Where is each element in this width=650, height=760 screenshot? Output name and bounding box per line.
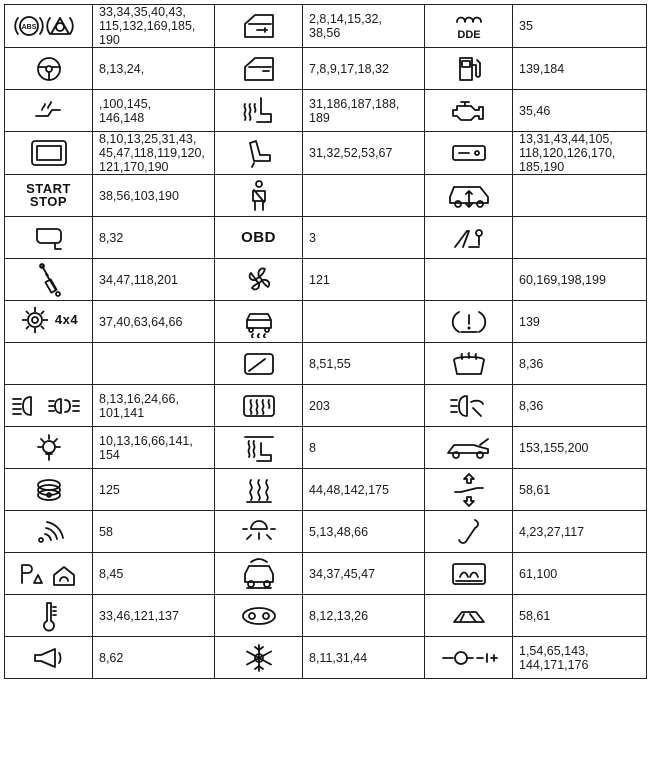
side-mirror-icon — [31, 223, 67, 253]
start-stop-label: START STOP — [26, 181, 71, 209]
symbol-cell — [5, 175, 93, 217]
symbol-cell — [5, 427, 93, 469]
light-bulb-icon — [33, 432, 65, 464]
fuse-numbers: 33,46,121,137 — [93, 595, 215, 637]
fuse-numbers: 153,155,200 — [513, 427, 647, 469]
symbol-cell — [5, 469, 93, 511]
table-row — [5, 469, 647, 511]
symbol-cell — [425, 385, 513, 427]
fuse-numbers — [303, 301, 425, 343]
fuse-numbers: 8 — [303, 427, 425, 469]
symbol-cell — [425, 259, 513, 301]
fuse-numbers: 203 — [303, 385, 425, 427]
thermometer-icon — [37, 599, 61, 633]
fuse-numbers: 31,186,187,188, 189 — [303, 90, 425, 132]
sunroof-tilt-icon — [449, 470, 489, 510]
fuse-numbers: 5,13,48,66 — [303, 511, 425, 553]
fuse-numbers: 8,12,13,26 — [303, 595, 425, 637]
fuse-numbers: 31,32,52,53,67 — [303, 132, 425, 175]
fuse-numbers: 8,13,16,24,66, 101,141 — [93, 385, 215, 427]
fuse-assignment-sheet — [4, 4, 646, 756]
symbol-cell — [425, 595, 513, 637]
four-wheel-drive-label: 4x4 — [54, 312, 79, 327]
obd-icon — [241, 228, 276, 246]
table-row — [5, 90, 647, 132]
exhaust-gas-icon — [32, 96, 66, 126]
table-row — [5, 217, 647, 259]
start-stop-icon — [26, 182, 71, 209]
fuse-numbers: 1,54,65,143, 144,171,176 — [513, 637, 647, 679]
symbol-cell — [425, 301, 513, 343]
display-screen-icon — [28, 137, 70, 169]
symbol-cell — [425, 175, 513, 217]
table-row — [5, 427, 647, 469]
heated-seat-icon — [239, 94, 279, 128]
fuse-numbers: 38,56,103,190 — [93, 175, 215, 217]
symbol-cell — [215, 343, 303, 385]
sun-screen-icon — [448, 559, 490, 589]
svg-text:DDE: DDE — [456, 29, 481, 41]
symbol-cell — [5, 637, 93, 679]
svg-text:ABS: ABS — [21, 24, 36, 31]
seat-ventilation-icon — [239, 431, 279, 465]
symbol-cell — [215, 553, 303, 595]
fuse-numbers: 8,51,55 — [303, 343, 425, 385]
fuse-numbers: 139,184 — [513, 48, 647, 90]
symbol-cell — [5, 301, 93, 343]
symbol-cell — [425, 48, 513, 90]
vehicle-lift-icon — [237, 556, 281, 592]
symbol-cell — [215, 427, 303, 469]
fuse-numbers: 61,100 — [513, 553, 647, 595]
steering-wheel-icon — [32, 54, 66, 84]
four-wheel-drive-icon — [19, 304, 78, 339]
fuse-numbers: 58,61 — [513, 469, 647, 511]
fuse-numbers — [93, 343, 215, 385]
fuse-numbers — [513, 175, 647, 217]
door-lock-icon — [239, 10, 279, 42]
fuse-numbers: 37,40,63,64,66 — [93, 301, 215, 343]
symbol-cell — [215, 175, 303, 217]
fuse-numbers: 33,34,35,40,43, 115,132,169,185, 190 — [93, 5, 215, 48]
symbol-cell — [5, 5, 93, 48]
symbol-cell — [215, 385, 303, 427]
symbol-cell — [215, 48, 303, 90]
obd-label: OBD — [241, 228, 276, 246]
fuse-numbers: 10,13,16,66,141, 154 — [93, 427, 215, 469]
symbol-cell — [5, 217, 93, 259]
symbol-cell — [215, 469, 303, 511]
snowflake-icon — [243, 642, 275, 674]
wireless-signal-icon — [33, 516, 65, 548]
windshield-heat-icon — [448, 348, 490, 380]
fuse-numbers: 139 — [513, 301, 647, 343]
fuse-numbers: 8,62 — [93, 637, 215, 679]
cd-disc-icon — [33, 474, 65, 506]
fuse-numbers: 34,37,45,47 — [303, 553, 425, 595]
symbol-cell — [5, 48, 93, 90]
table-row — [5, 5, 647, 48]
table-row — [5, 553, 647, 595]
fuse-numbers: 58 — [93, 511, 215, 553]
symbol-cell — [215, 511, 303, 553]
fuse-numbers: 35 — [513, 5, 647, 48]
symbol-cell — [215, 5, 303, 48]
symbol-cell — [5, 385, 93, 427]
symbol-cell — [425, 427, 513, 469]
symbol-cell — [5, 595, 93, 637]
symbol-cell — [215, 637, 303, 679]
engine-check-icon — [449, 96, 489, 126]
fuse-numbers: 125 — [93, 469, 215, 511]
tire-pressure-icon — [451, 306, 487, 338]
symbol-cell — [5, 553, 93, 595]
symbol-cell — [215, 259, 303, 301]
fuse-numbers: 8,13,24, — [93, 48, 215, 90]
table-row — [5, 175, 647, 217]
fuse-numbers: 13,31,43,44,105, 118,120,126,170, 185,190 — [513, 132, 647, 175]
phone-handset-icon — [453, 516, 485, 548]
symbol-cell — [425, 132, 513, 175]
rear-wiper-icon — [239, 349, 279, 379]
headlight-washer-icon — [449, 390, 489, 422]
fuse-numbers — [303, 175, 425, 217]
glow-plug-icon — [449, 10, 489, 42]
symbol-cell — [425, 553, 513, 595]
symbol-cell — [215, 595, 303, 637]
symbol-cell — [425, 217, 513, 259]
fuse-numbers: 44,48,142,175 — [303, 469, 425, 511]
fuse-numbers: 8,10,13,25,31,43, 45,47,118,119,120, 121,170,190 — [93, 132, 215, 175]
horn-icon — [31, 643, 67, 673]
fuse-numbers: 8,36 — [513, 343, 647, 385]
table-row — [5, 343, 647, 385]
fuse-numbers: 8,32 — [93, 217, 215, 259]
trailer-hitch-icon — [449, 223, 489, 253]
symbol-cell — [5, 511, 93, 553]
symbol-cell — [215, 132, 303, 175]
abs-brake-warning-icon — [14, 11, 84, 41]
symbol-cell — [215, 301, 303, 343]
table-row — [5, 259, 647, 301]
table-row — [5, 48, 647, 90]
window-icon — [239, 53, 279, 85]
suv-level-icon — [446, 179, 492, 213]
fuse-numbers: 34,47,118,201 — [93, 259, 215, 301]
symbol-cell — [215, 90, 303, 132]
seat-icon — [242, 137, 276, 169]
fuse-numbers: 2,8,14,15,32, 38,56 — [303, 5, 425, 48]
fuse-numbers: 4,23,27,117 — [513, 511, 647, 553]
symbol-cell — [215, 217, 303, 259]
symbol-cell — [425, 469, 513, 511]
fuse-numbers: 58,61 — [513, 595, 647, 637]
fuse-numbers: ,100,145, 146,148 — [93, 90, 215, 132]
table-row — [5, 637, 647, 679]
symbol-cell — [5, 132, 93, 175]
fan-icon — [242, 264, 276, 296]
symbol-cell — [425, 5, 513, 48]
fuse-numbers — [513, 217, 647, 259]
table-row — [5, 132, 647, 175]
table-row — [5, 301, 647, 343]
fuse-numbers: 8,36 — [513, 385, 647, 427]
heating-elements-icon — [242, 474, 276, 506]
fuse-assignment-table — [4, 4, 647, 679]
hill-descent-icon — [241, 306, 277, 338]
shock-absorber-icon — [34, 262, 64, 298]
symbol-cell — [5, 90, 93, 132]
headlight-beam-icon — [11, 391, 87, 421]
fuse-numbers: 35,46 — [513, 90, 647, 132]
fuse-numbers: 8,11,31,44 — [303, 637, 425, 679]
symbol-cell — [425, 511, 513, 553]
symbol-cell — [5, 259, 93, 301]
table-row — [5, 511, 647, 553]
sunroof-icon — [448, 602, 490, 630]
washer-nozzle-icon — [239, 603, 279, 629]
seatbelt-icon — [244, 179, 274, 213]
fuse-numbers: 60,169,198,199 — [513, 259, 647, 301]
fuse-numbers: 3 — [303, 217, 425, 259]
fuse-numbers: 8,45 — [93, 553, 215, 595]
symbol-cell — [425, 343, 513, 385]
table-row — [5, 595, 647, 637]
table-row — [5, 385, 647, 427]
fuel-pump-icon — [454, 53, 484, 85]
socket-plug-icon — [439, 645, 499, 671]
symbol-cell — [425, 90, 513, 132]
radio-unit-icon — [449, 140, 489, 166]
fuse-numbers: 121 — [303, 259, 425, 301]
park-assist-home-icon — [18, 559, 80, 589]
rear-defrost-icon — [239, 390, 279, 422]
interior-light-icon — [241, 517, 277, 547]
fuse-numbers: 7,8,9,17,18,32 — [303, 48, 425, 90]
car-tailgate-icon — [444, 433, 494, 463]
symbol-cell — [425, 637, 513, 679]
symbol-cell — [5, 343, 93, 385]
